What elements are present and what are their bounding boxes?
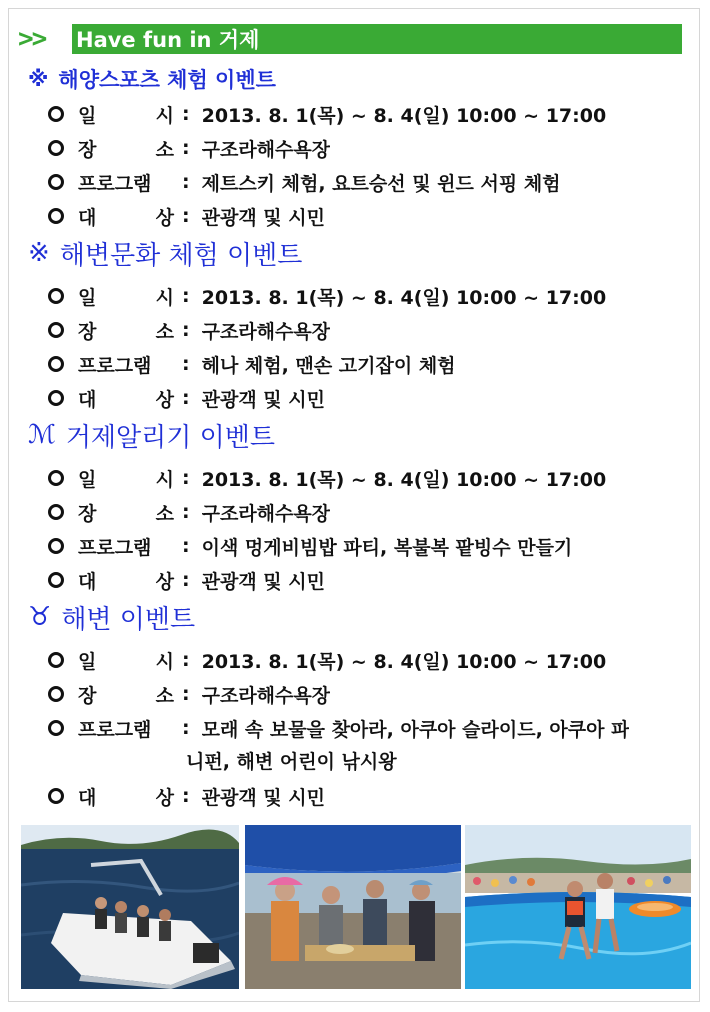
row-label: 프로그램: [78, 718, 152, 741]
row-value: 2013. 8. 1(목) ~ 8. 4(일) 10:00 ~ 17:00: [201, 650, 607, 673]
header-bar: [72, 24, 682, 54]
row-label: 대 상: [78, 786, 174, 809]
row-value: 구조라해수욕장: [201, 320, 331, 343]
circle-bullet-icon: [48, 140, 64, 156]
section-title-text: 해양스포츠 체험 이벤트: [58, 68, 276, 92]
section-symbol-icon: ※: [28, 238, 50, 268]
row-value: 관광객 및 시민: [201, 570, 325, 593]
row-colon: :: [182, 103, 190, 125]
info-row-target: [48, 202, 325, 230]
header-arrows: >>: [18, 24, 46, 54]
circle-bullet-icon: [48, 208, 64, 224]
row-colon: :: [182, 649, 190, 671]
row-value: 2013. 8. 1(목) ~ 8. 4(일) 10:00 ~ 17:00: [201, 468, 607, 491]
section-title: [28, 417, 275, 453]
row-colon: :: [182, 569, 190, 591]
row-colon: :: [182, 285, 190, 307]
info-row-program: [48, 532, 572, 560]
circle-bullet-icon: [48, 470, 64, 486]
row-label: 대 상: [78, 388, 174, 411]
info-row-program: [48, 168, 561, 196]
info-row-target: [48, 782, 325, 810]
row-colon: :: [182, 353, 190, 375]
circle-bullet-icon: [48, 322, 64, 338]
info-row-place: [48, 498, 330, 526]
header-title: Have fun in 거제: [76, 28, 260, 52]
program-continuation: 니펀, 해변 어린이 낚시왕: [186, 750, 397, 773]
info-row-date: [48, 464, 606, 492]
row-colon: :: [182, 387, 190, 409]
section-title-text: 거제알리기 이벤트: [65, 422, 276, 453]
row-colon: :: [182, 467, 190, 489]
row-label: 대 상: [78, 570, 174, 593]
row-colon: :: [182, 717, 190, 739]
info-row-date: [48, 646, 606, 674]
row-colon: :: [182, 501, 190, 523]
circle-bullet-icon: [48, 390, 64, 406]
row-label: 장 소: [78, 684, 174, 707]
row-label: 일 시: [78, 650, 174, 673]
circle-bullet-icon: [48, 106, 64, 122]
circle-bullet-icon: [48, 686, 64, 702]
row-label: 장 소: [78, 502, 174, 525]
row-label: 장 소: [78, 138, 174, 161]
info-row-place: [48, 680, 330, 708]
circle-bullet-icon: [48, 504, 64, 520]
section-symbol-icon: ♉: [28, 602, 52, 632]
row-value: 2013. 8. 1(목) ~ 8. 4(일) 10:00 ~ 17:00: [201, 104, 607, 127]
section-title: [28, 235, 302, 271]
row-value: 2013. 8. 1(목) ~ 8. 4(일) 10:00 ~ 17:00: [201, 286, 607, 309]
row-colon: :: [182, 171, 190, 193]
circle-bullet-icon: [48, 788, 64, 804]
row-label: 프로그램: [78, 172, 152, 195]
row-value: 구조라해수욕장: [201, 138, 331, 161]
row-colon: :: [182, 683, 190, 705]
info-row-place: [48, 316, 330, 344]
row-value: 관광객 및 시민: [201, 388, 325, 411]
row-value: 이색 멍게비빔밥 파티, 복불복 팥빙수 만들기: [201, 536, 573, 559]
row-label: 일 시: [78, 286, 174, 309]
row-value: 관광객 및 시민: [201, 786, 325, 809]
row-value: 모래 속 보물을 찾아라, 아쿠아 슬라이드, 아쿠아 파: [201, 718, 630, 741]
row-colon: :: [182, 785, 190, 807]
row-value: 헤나 체험, 맨손 고기잡이 체험: [201, 354, 456, 377]
row-colon: :: [182, 137, 190, 159]
row-label: 일 시: [78, 104, 174, 127]
circle-bullet-icon: [48, 720, 64, 736]
circle-bullet-icon: [48, 288, 64, 304]
speedboat-photo: [21, 825, 239, 989]
info-row-place: [48, 134, 330, 162]
circle-bullet-icon: [48, 174, 64, 190]
row-label: 프로그램: [78, 536, 152, 559]
photo-strip: [21, 825, 691, 989]
row-label: 프로그램: [78, 354, 152, 377]
row-label: 일 시: [78, 468, 174, 491]
row-colon: :: [182, 535, 190, 557]
section-symbol-icon: ※: [28, 67, 49, 91]
row-value: 관광객 및 시민: [201, 206, 325, 229]
info-row-program: [48, 350, 456, 378]
row-label: 장 소: [78, 320, 174, 343]
info-row-date: [48, 282, 606, 310]
info-row-program: [48, 714, 710, 742]
row-label: 대 상: [78, 206, 174, 229]
row-value: 제트스키 체험, 요트승선 및 윈드 서핑 체험: [201, 172, 561, 195]
header-banner: [18, 24, 682, 54]
circle-bullet-icon: [48, 356, 64, 372]
row-value: 구조라해수욕장: [201, 684, 331, 707]
circle-bullet-icon: [48, 572, 64, 588]
section-title-text: 해변문화 체험 이벤트: [59, 240, 303, 271]
section-title: [28, 599, 195, 635]
section-title: [28, 65, 276, 93]
row-colon: :: [182, 319, 190, 341]
circle-bullet-icon: [48, 652, 64, 668]
circle-bullet-icon: [48, 538, 64, 554]
row-value: 구조라해수욕장: [201, 502, 331, 525]
section-title-text: 해변 이벤트: [61, 604, 196, 635]
section-symbol-icon: ℳ: [28, 420, 56, 450]
aqua-pool-photo: [465, 825, 691, 989]
info-row-target: [48, 384, 325, 412]
info-row-target: [48, 566, 325, 594]
tent-party-photo: [245, 825, 461, 989]
row-colon: :: [182, 205, 190, 227]
info-row-date: [48, 100, 606, 128]
